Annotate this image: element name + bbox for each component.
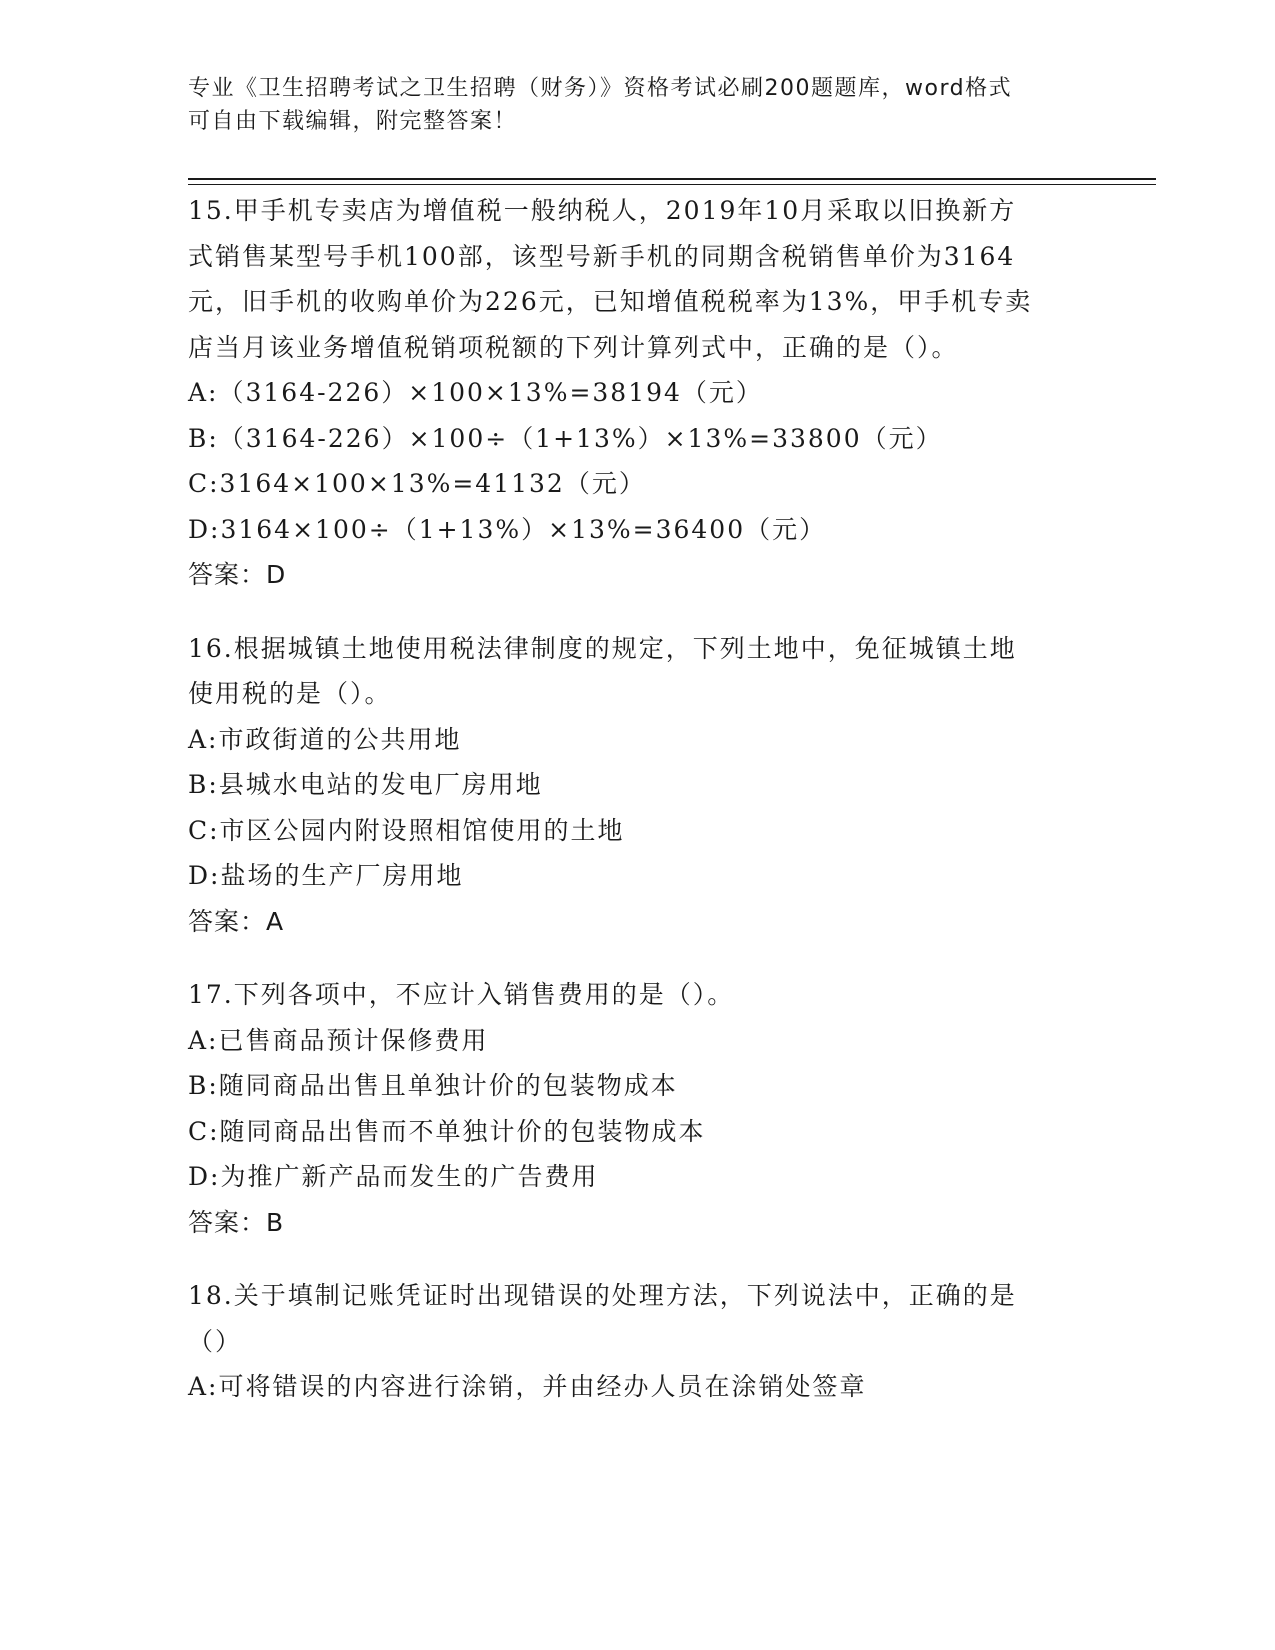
question-stem-line: 使用税的是（）。	[188, 679, 392, 708]
answer-line: 答案：A	[188, 906, 285, 936]
question-15	[188, 188, 1108, 598]
header-divider-thin	[188, 184, 1156, 185]
header-line-2: 可自由下载编辑，附完整答案！	[188, 109, 518, 134]
option-a: A:市政街道的公共用地	[188, 724, 462, 754]
option-a: A:可将错误的内容进行涂销，并由经办人员在涂销处签章	[188, 1372, 867, 1401]
option-c: C:3164×100×13%=41132（元）	[188, 469, 646, 498]
question-17	[188, 972, 1108, 1245]
option-c: C:市区公园内附设照相馆使用的土地	[188, 815, 625, 845]
option-a: A:已售商品预计保修费用	[188, 1025, 489, 1055]
question-stem-line: 元，旧手机的收购单价为226元，已知增值税税率为13%，甲手机专卖	[188, 287, 1033, 316]
question-stem-line: （）	[188, 1326, 243, 1356]
header-line-1: 专业《卫生招聘考试之卫生招聘（财务）》资格考试必刷200题题库，word格式	[188, 76, 1013, 101]
question-stem-line: 15.甲手机专卖店为增值税一般纳税人，2019年10月采取以旧换新方	[188, 196, 1017, 225]
question-list	[188, 188, 1108, 1438]
question-stem-line: 店当月该业务增值税销项税额的下列计算列式中，正确的是（）。	[188, 332, 959, 362]
question-stem-line: 16.根据城镇土地使用税法律制度的规定，下列土地中，免征城镇土地	[188, 633, 1017, 663]
question-18	[188, 1273, 1108, 1410]
answer-line: 答案：B	[188, 1207, 285, 1237]
question-stem-line: 17.下列各项中，不应计入销售费用的是（）。	[188, 980, 735, 1009]
question-16	[188, 626, 1108, 945]
option-b: B:县城水电站的发电厂房用地	[188, 770, 543, 799]
question-stem-line: 式销售某型号手机100部，该型号新手机的同期含税销售单价为3164	[188, 241, 1016, 271]
option-d: D:3164×100÷（1+13%）×13%=36400（元）	[188, 514, 827, 544]
option-b: B:（3164-226）×100÷（1+13%）×13%=33800（元）	[188, 423, 943, 453]
document-header	[188, 72, 1088, 138]
header-divider-thick	[188, 178, 1156, 180]
option-d: D:盐场的生产厂房用地	[188, 861, 464, 890]
option-d: D:为推广新产品而发生的广告费用	[188, 1162, 599, 1191]
answer-line: 答案：D	[188, 560, 287, 589]
option-a: A:（3164-226）×100×13%=38194（元）	[188, 378, 763, 407]
option-b: B:随同商品出售且单独计价的包装物成本	[188, 1071, 678, 1100]
question-stem-line: 18.关于填制记账凭证时出现错误的处理方法，下列说法中，正确的是	[188, 1281, 1017, 1310]
option-c: C:随同商品出售而不单独计价的包装物成本	[188, 1116, 706, 1146]
